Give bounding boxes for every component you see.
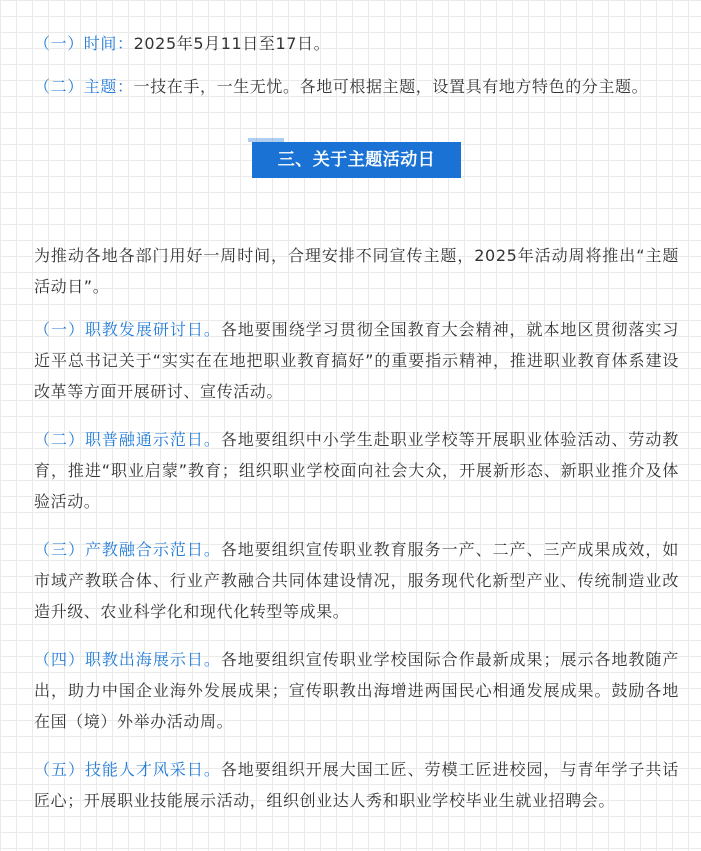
activity-day-label: （五）技能人才风采日。 bbox=[34, 760, 221, 779]
activity-day-text: 各地要组织中小学生赴职业学校等开展职业体验活动、劳动教育，推进“职业启蒙”教育；组织职业学校面向社会大众，开展新形态、新职业推介及体验活动。 bbox=[34, 430, 679, 511]
item-text: 2025年5月11日至17日。 bbox=[133, 34, 331, 53]
activity-day bbox=[34, 534, 679, 627]
activity-day-label: （四）职教出海展示日。 bbox=[34, 650, 221, 669]
item-theme bbox=[34, 71, 679, 102]
activity-day-text: 各地要组织开展大国工匠、劳模工匠进校园，与青年学子共话匠心；开展职业技能展示活动，组织创业达人秀和职业学校毕业生就业招聘会。 bbox=[34, 760, 679, 810]
item-label: （一）时间： bbox=[34, 34, 134, 53]
item-text: 一技在手，一生无忧。各地可根据主题，设置具有地方特色的分主题。 bbox=[133, 77, 649, 96]
activity-day bbox=[34, 754, 679, 816]
activity-day-text: 各地要组织宣传职业学校国际合作最新成果；展示各地教随产出，助力中国企业海外发展成果；宣传职教出海增进两国民心相通发展成果。鼓励各地在国（境）外举办活动周。 bbox=[34, 650, 679, 731]
section-intro: 为推动各地各部门用好一周时间，合理安排不同宣传主题，2025年活动周将推出“主题活动日”。 bbox=[34, 246, 679, 296]
section-heading: 三、关于主题活动日 bbox=[252, 142, 462, 178]
item-time bbox=[34, 28, 679, 59]
article-body bbox=[34, 28, 679, 816]
activity-day-text: 各地要围绕学习贯彻全国教育大会精神，就本地区贯彻落实习近平总书记关于“实实在在地把职业教育搞好”的重要指示精神，推进职业教育体系建设改革等方面开展研讨、宣传活动。 bbox=[34, 320, 679, 401]
activity-day-label: （三）产教融合示范日。 bbox=[34, 540, 221, 559]
activity-day-label: （二）职普融通示范日。 bbox=[34, 430, 221, 449]
activity-day bbox=[34, 644, 679, 737]
activity-day-text: 各地要组织宣传职业教育服务一产、二产、三产成果成效，如市域产教联合体、行业产教融合共同体建设情况，服务现代化新型产业、传统制造业改造升级、农业科学化和现代化转型等成果。 bbox=[34, 540, 679, 621]
activity-day bbox=[34, 424, 679, 517]
item-label: （二）主题： bbox=[34, 77, 134, 96]
activity-day bbox=[34, 314, 679, 407]
activity-day-label: （一）职教发展研讨日。 bbox=[34, 320, 221, 339]
section-heading-wrap bbox=[34, 142, 679, 178]
